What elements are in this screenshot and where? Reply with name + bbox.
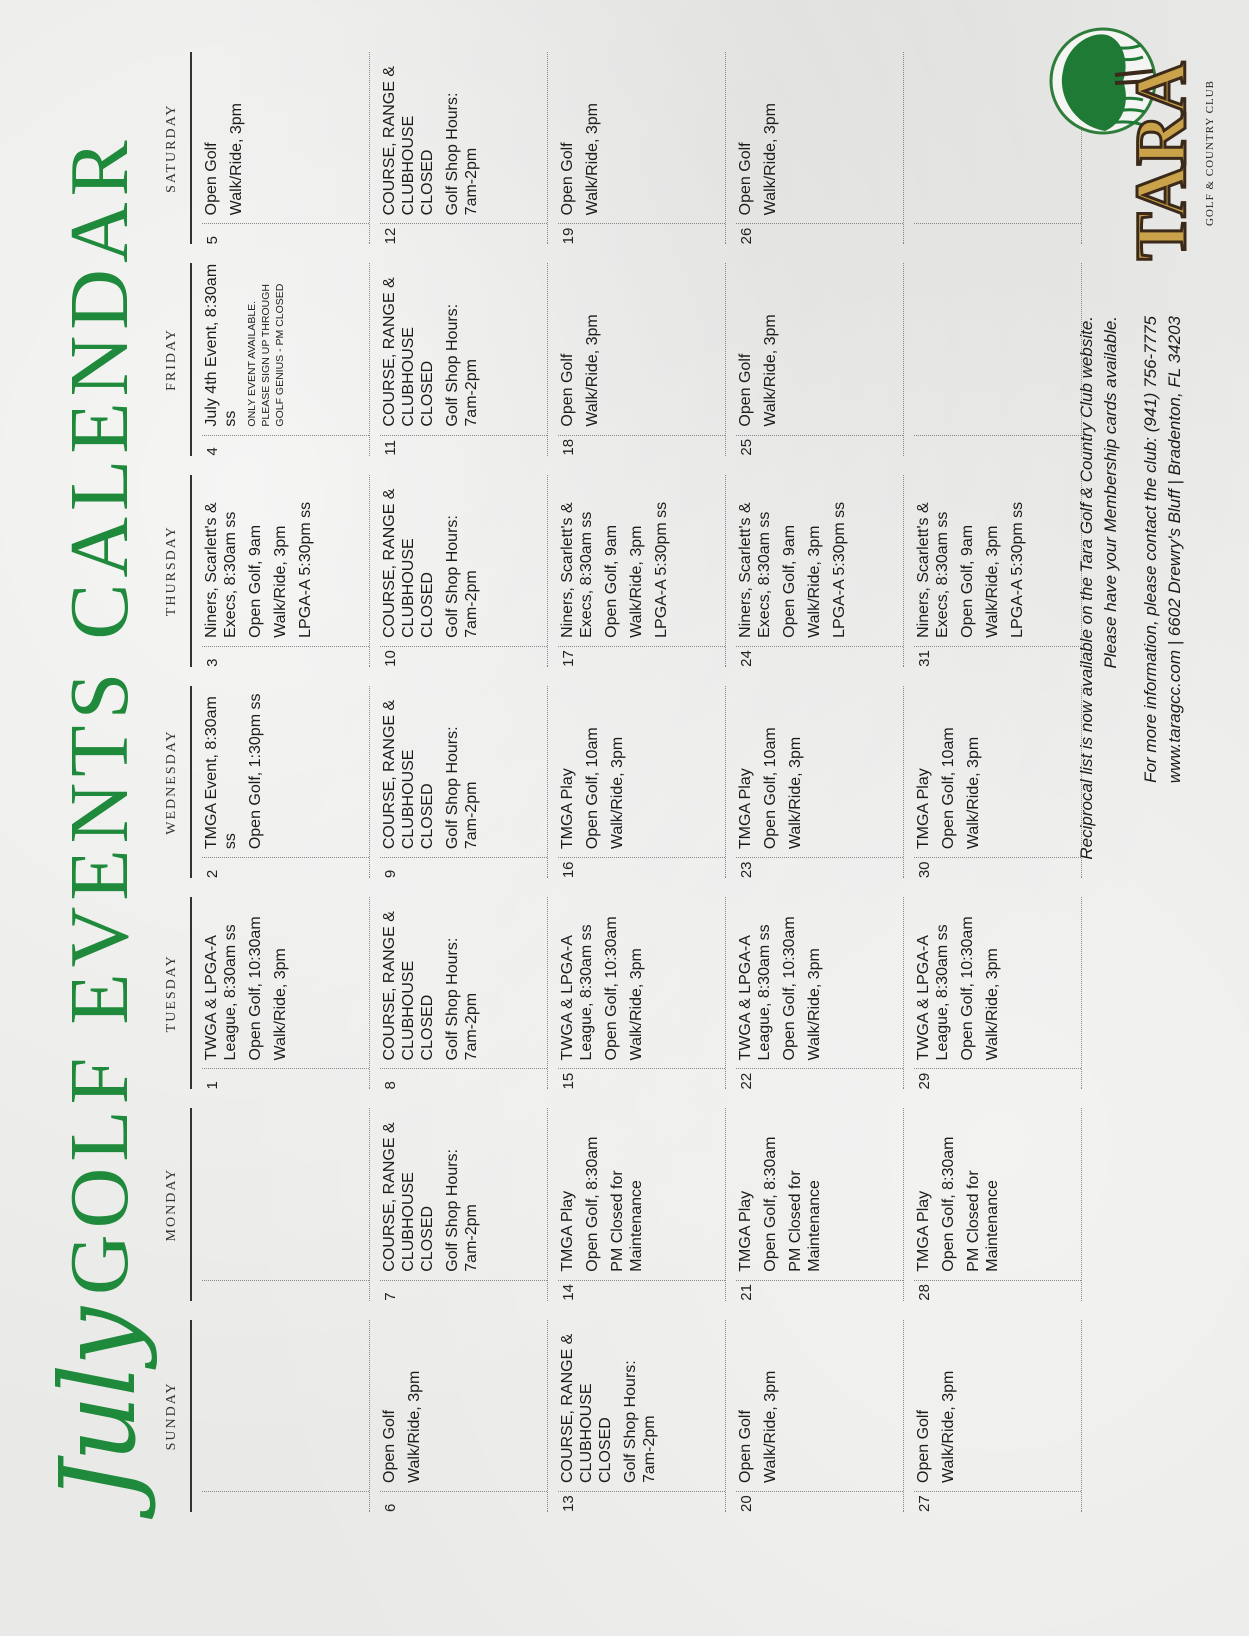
- day-events: [380, 1320, 547, 1492]
- day-events: [736, 897, 903, 1069]
- day-number: 20: [738, 1495, 755, 1512]
- dow-saturday: SATURDAY: [164, 52, 192, 244]
- day-events: [202, 52, 369, 224]
- day-number: 7: [382, 1292, 399, 1301]
- day-cell-12: [370, 52, 548, 244]
- day-number: 17: [560, 650, 577, 667]
- event-item: Walk/Ride, 3pm: [940, 1370, 957, 1483]
- title-month: July: [37, 1308, 159, 1502]
- day-cell-3: [192, 475, 370, 667]
- day-events: [380, 1108, 547, 1280]
- day-cell-2: [192, 686, 370, 878]
- dow-sunday: SUNDAY: [164, 1320, 192, 1512]
- event-item: COURSE, RANGE & CLUBHOUSE CLOSED: [381, 911, 436, 1061]
- event-item: TMGA Play: [737, 768, 754, 850]
- day-number: 1: [204, 1081, 221, 1090]
- day-cell-11: [370, 263, 548, 455]
- day-events: [202, 1108, 369, 1280]
- event-note: PLEASE SIGN UP THROUGH: [260, 284, 272, 427]
- day-cell-6: [370, 1320, 548, 1512]
- event-item: TWGA & LPGA-A League, 8:30am ss: [915, 924, 951, 1061]
- event-item: COURSE, RANGE & CLUBHOUSE CLOSED: [381, 488, 436, 638]
- day-events: [380, 263, 547, 435]
- day-cell-1: [192, 897, 370, 1089]
- event-item: Golf Shop Hours: 7am-2pm: [444, 937, 480, 1061]
- day-number: 28: [916, 1284, 933, 1301]
- week-row: [370, 52, 548, 1512]
- day-events: [914, 686, 1081, 858]
- day-cell-30: [904, 686, 1082, 878]
- dow-friday: FRIDAY: [164, 263, 192, 455]
- day-of-week-header: [150, 52, 192, 1512]
- day-events: [914, 475, 1081, 647]
- day-cell-16: [548, 686, 726, 878]
- tara-logo: [1045, 21, 1225, 281]
- day-events: [736, 263, 903, 435]
- event-item: PM Closed for Maintenance: [787, 1170, 823, 1272]
- day-number: 14: [560, 1284, 577, 1301]
- calendar-grid: [150, 52, 1082, 1512]
- week-row: [192, 52, 370, 1512]
- day-events: [558, 686, 725, 858]
- event-item: Walk/Ride, 3pm: [272, 948, 289, 1061]
- day-events: [558, 897, 725, 1069]
- day-cell-7: [370, 1108, 548, 1300]
- footer-reciprocal-text: Reciprocal list is now available on the Tara Golf & Country Club website.: [1077, 316, 1096, 860]
- event-item: Golf Shop Hours: 7am-2pm: [444, 515, 480, 638]
- event-item: Open Golf: [559, 142, 576, 216]
- event-item: Niners, Scarlett's & Execs, 8:30am ss: [737, 502, 773, 638]
- event-item: Niners, Scarlett's & Execs, 8:30am ss: [915, 502, 951, 638]
- day-cell-10: [370, 475, 548, 667]
- day-events: [736, 1320, 903, 1492]
- event-item: Open Golf: [381, 1410, 398, 1483]
- day-number: [202, 1492, 369, 1512]
- dow-thursday: THURSDAY: [164, 475, 192, 667]
- event-item: Walk/Ride, 3pm: [272, 525, 289, 638]
- event-item: TWGA & LPGA-A League, 8:30am ss: [737, 924, 773, 1061]
- day-cell-20: [726, 1320, 904, 1512]
- day-number: 31: [916, 650, 933, 667]
- day-number: 3: [204, 658, 221, 667]
- day-number: 18: [560, 438, 577, 456]
- day-cell-21: [726, 1108, 904, 1300]
- day-number: 29: [916, 1072, 933, 1090]
- event-item: Open Golf: [737, 142, 754, 216]
- day-cell-empty: [192, 1320, 370, 1512]
- event-item: Walk/Ride, 3pm: [806, 525, 823, 638]
- event-item: Open Golf, 9am: [247, 524, 264, 638]
- event-item: Open Golf, 10am: [762, 727, 779, 850]
- day-number: 26: [738, 227, 755, 245]
- day-cell-27: [904, 1320, 1082, 1512]
- day-cell-19: [548, 52, 726, 244]
- footer-address-text: www.taragcc.com | 6602 Drewry's Bluff | Bradenton, FL 34203: [1165, 316, 1184, 784]
- event-item: TWGA & LPGA-A League, 8:30am ss: [559, 924, 595, 1061]
- event-item: LPGA-A 5:30pm ss: [831, 501, 848, 638]
- day-events: [202, 1320, 369, 1492]
- event-item: LPGA-A 5:30pm ss: [1009, 501, 1026, 638]
- event-item: Open Golf, 10:30am: [603, 916, 620, 1061]
- day-number: 30: [916, 861, 933, 879]
- event-item: Open Golf, 8:30am: [940, 1136, 957, 1272]
- day-events: [914, 263, 1081, 435]
- event-item: PM Closed for Maintenance: [965, 1170, 1001, 1272]
- event-item: Walk/Ride, 3pm: [584, 102, 601, 216]
- event-item: Golf Shop Hours: 7am-2pm: [444, 1148, 480, 1272]
- event-item: COURSE, RANGE & CLUBHOUSE CLOSED: [559, 1333, 614, 1483]
- event-item: Walk/Ride, 3pm: [228, 102, 245, 216]
- day-cell-17: [548, 475, 726, 667]
- day-events: [380, 52, 547, 224]
- day-cell-9: [370, 686, 548, 878]
- day-number: 16: [560, 861, 577, 879]
- event-note: GOLF GENIUS - PM CLOSED: [274, 283, 286, 427]
- day-cell-18: [548, 263, 726, 455]
- event-item: COURSE, RANGE & CLUBHOUSE CLOSED: [381, 699, 436, 850]
- event-item: LPGA-A 5:30pm ss: [653, 501, 670, 638]
- event-item: COURSE, RANGE & CLUBHOUSE CLOSED: [381, 1122, 436, 1272]
- day-number: 6: [382, 1503, 399, 1512]
- event-item: Open Golf: [737, 1410, 754, 1483]
- day-number: 5: [204, 235, 221, 245]
- day-number: 10: [382, 650, 399, 667]
- day-number: 8: [382, 1081, 399, 1090]
- event-item: Walk/Ride, 3pm: [584, 314, 601, 427]
- day-cell-13: [548, 1320, 726, 1512]
- event-item: Walk/Ride, 3pm: [787, 736, 804, 850]
- day-number: 23: [738, 861, 755, 879]
- day-cell-14: [548, 1108, 726, 1300]
- day-number: 19: [560, 227, 577, 245]
- day-number: 21: [738, 1284, 755, 1301]
- event-item: Walk/Ride, 3pm: [762, 314, 779, 427]
- day-cell-28: [904, 1108, 1082, 1300]
- event-item: Open Golf, 9am: [959, 524, 976, 638]
- logo-wordmark: TARA: [1121, 61, 1201, 261]
- day-cell-4: [192, 263, 370, 455]
- day-events: [736, 475, 903, 647]
- calendar-title: [20, 0, 159, 1636]
- day-number: 9: [382, 869, 399, 879]
- event-item: PM Closed for Maintenance: [609, 1170, 645, 1272]
- day-events: [736, 52, 903, 224]
- day-events: [202, 897, 369, 1069]
- day-number: 11: [382, 440, 399, 456]
- day-cell-25: [726, 263, 904, 455]
- event-item: Walk/Ride, 3pm: [806, 948, 823, 1061]
- day-events: [202, 263, 369, 435]
- event-item: COURSE, RANGE & CLUBHOUSE CLOSED: [381, 277, 436, 427]
- day-events: [380, 475, 547, 647]
- day-cell-empty: [904, 263, 1082, 455]
- week-row: [726, 52, 904, 1512]
- dow-monday: MONDAY: [164, 1108, 192, 1300]
- day-events: [736, 1108, 903, 1280]
- day-events: [558, 263, 725, 435]
- event-item: TMGA Play: [559, 768, 576, 850]
- event-item: COURSE, RANGE & CLUBHOUSE CLOSED: [381, 65, 436, 216]
- event-item: Walk/Ride, 3pm: [628, 948, 645, 1061]
- day-cell-empty: [192, 1108, 370, 1300]
- event-item: Open Golf, 8:30am: [762, 1136, 779, 1272]
- event-item: July 4th Event, 8:30am ss: [203, 263, 239, 427]
- event-item: LPGA-A 5:30pm ss: [297, 501, 314, 638]
- day-events: [202, 686, 369, 858]
- day-number: 13: [560, 1495, 577, 1512]
- logo-subtitle: GOLF & COUNTRY CLUB: [1204, 79, 1216, 227]
- event-item: Niners, Scarlett's & Execs, 8:30am ss: [203, 502, 239, 638]
- day-cell-8: [370, 897, 548, 1089]
- day-events: [380, 897, 547, 1069]
- event-item: Open Golf, 9am: [603, 524, 620, 638]
- day-number: 12: [382, 227, 399, 245]
- footer-membership-text: Please have your Membership cards available.: [1101, 316, 1120, 669]
- day-events: [558, 475, 725, 647]
- day-number: [914, 436, 1081, 456]
- day-cell-29: [904, 897, 1082, 1089]
- day-number: 24: [738, 650, 755, 667]
- event-item: Open Golf, 10:30am: [247, 916, 264, 1061]
- day-events: [380, 686, 547, 858]
- event-item: Golf Shop Hours: 7am-2pm: [444, 726, 480, 850]
- day-number: 2: [204, 869, 221, 879]
- footer-contact-text: For more information, please contact the club: (941) 756-7775: [1141, 316, 1160, 783]
- event-item: Walk/Ride, 3pm: [406, 1370, 423, 1483]
- day-number: [202, 1281, 369, 1301]
- event-item: Open Golf: [737, 353, 754, 427]
- event-item: Walk/Ride, 3pm: [628, 525, 645, 638]
- event-item: Open Golf, 1:30pm ss: [247, 693, 264, 850]
- event-item: TMGA Play: [915, 1190, 932, 1272]
- day-events: [914, 1108, 1081, 1280]
- event-note: ONLY EVENT AVAILABLE.: [246, 300, 258, 427]
- event-item: Walk/Ride, 3pm: [965, 736, 982, 850]
- day-cell-15: [548, 897, 726, 1089]
- day-number: 4: [204, 447, 221, 456]
- week-row: [548, 52, 726, 1512]
- day-cell-5: [192, 52, 370, 244]
- day-events: [558, 1108, 725, 1280]
- footer-info: [1075, 316, 1225, 1306]
- dow-wednesday: WEDNESDAY: [164, 686, 192, 878]
- event-item: Golf Shop Hours: 7am-2pm: [622, 1360, 658, 1483]
- dow-tuesday: TUESDAY: [164, 897, 192, 1089]
- day-events: [558, 1320, 725, 1492]
- day-number: 22: [738, 1072, 755, 1090]
- event-item: Open Golf: [203, 142, 220, 216]
- day-events: [558, 52, 725, 224]
- day-cell-24: [726, 475, 904, 667]
- event-item: TMGA Event, 8:30am ss: [203, 696, 239, 850]
- event-item: Golf Shop Hours: 7am-2pm: [444, 303, 480, 427]
- event-item: Open Golf, 10:30am: [781, 916, 798, 1061]
- event-item: Walk/Ride, 3pm: [609, 736, 626, 850]
- event-item: Walk/Ride, 3pm: [984, 525, 1001, 638]
- event-item: TMGA Play: [737, 1190, 754, 1272]
- day-number: 27: [916, 1495, 933, 1512]
- event-item: Open Golf, 10am: [584, 727, 601, 850]
- day-cell-31: [904, 475, 1082, 667]
- event-item: Walk/Ride, 3pm: [762, 102, 779, 216]
- calendar-weeks: [192, 52, 1082, 1512]
- event-item: TMGA Play: [559, 1190, 576, 1272]
- event-item: Open Golf, 10:30am: [959, 916, 976, 1061]
- day-events: [202, 475, 369, 647]
- event-item: Golf Shop Hours: 7am-2pm: [444, 92, 480, 216]
- day-events: [914, 897, 1081, 1069]
- day-events: [736, 686, 903, 858]
- day-number: 15: [560, 1072, 577, 1090]
- event-item: Open Golf, 8:30am: [584, 1136, 601, 1272]
- event-item: Open Golf, 9am: [781, 524, 798, 638]
- event-item: Walk/Ride, 3pm: [984, 948, 1001, 1061]
- day-events: [914, 1320, 1081, 1492]
- event-item: TWGA & LPGA-A League, 8:30am ss: [203, 924, 239, 1061]
- day-cell-23: [726, 686, 904, 878]
- day-number: 25: [738, 438, 755, 456]
- event-item: Niners, Scarlett's & Execs, 8:30am ss: [559, 502, 595, 638]
- event-item: Open Golf, 10am: [940, 727, 957, 850]
- event-item: Open Golf: [559, 353, 576, 427]
- event-item: Walk/Ride, 3pm: [762, 1370, 779, 1483]
- day-cell-22: [726, 897, 904, 1089]
- title-main: GOLF EVENTS CALENDAR: [53, 134, 146, 1295]
- event-item: Open Golf: [915, 1410, 932, 1483]
- day-cell-26: [726, 52, 904, 244]
- event-item: TMGA Play: [915, 768, 932, 850]
